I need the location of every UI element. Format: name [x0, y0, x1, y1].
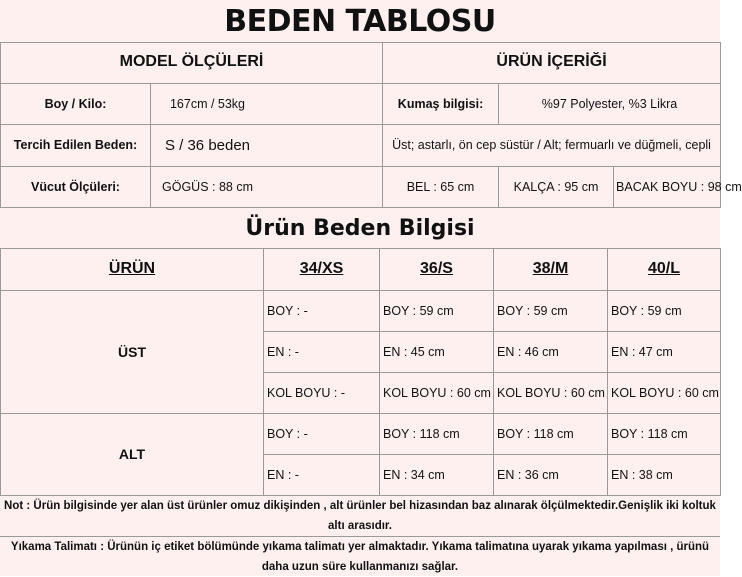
table-row: [1, 413, 721, 454]
size-38-header: 38/M: [494, 248, 608, 290]
table-cell: BOY : -: [264, 290, 380, 331]
size-36-header: 36/S: [380, 248, 494, 290]
preferred-size-label: Tercih Edilen Beden:: [1, 125, 151, 166]
page-title: BEDEN TABLOSU: [0, 0, 720, 43]
chest-measurement: GÖGÜS : 88 cm: [162, 179, 253, 194]
table-cell: EN : 46 cm: [494, 331, 608, 372]
table-row: [1, 290, 721, 331]
table-cell: KOL BOYU : 60 cm: [494, 372, 608, 413]
hip-measurement: KALÇA : 95 cm: [499, 167, 614, 207]
table-cell: KOL BOYU : 60 cm: [380, 372, 494, 413]
body-measurements-label: Vücut Ölçüleri:: [1, 167, 151, 207]
size-header-row: [1, 248, 721, 290]
table-cell: EN : 38 cm: [608, 454, 721, 495]
measurement-note: Not : Ürün bilgisinde yer alan üst ürünler omuz dikişinden , alt ürünler bel hizasından baz alınarak ölçülmektedir.Genişlik iki koltuk altı arasıdır.: [0, 496, 720, 537]
size-info-table: [0, 248, 721, 496]
table-cell: EN : 47 cm: [608, 331, 721, 372]
bottom-garment-label: ALT: [1, 413, 264, 495]
preferred-size-value: S / 36 beden: [164, 136, 251, 154]
size-34-header: 34/XS: [264, 248, 380, 290]
top-garment-label: ÜST: [1, 290, 264, 413]
waist-measurement: BEL : 65 cm: [383, 166, 499, 207]
table-cell: BOY : 59 cm: [380, 290, 494, 331]
table-cell: BOY : 59 cm: [608, 290, 721, 331]
table-cell: KOL BOYU : 60 cm: [608, 372, 721, 413]
table-cell: BOY : 59 cm: [494, 290, 608, 331]
inseam-measurement: BACAK BOYU : 98 cm: [616, 179, 742, 194]
body-measurements-row: [1, 166, 721, 207]
table-cell: EN : 45 cm: [380, 331, 494, 372]
model-header-row: [1, 42, 721, 83]
boy-kilo-value: 167cm / 53kg: [169, 96, 246, 111]
table-cell: BOY : -: [264, 413, 380, 454]
table-cell: BOY : 118 cm: [608, 413, 721, 454]
washing-instructions: Yıkama Talimatı : Ürünün iç etiket bölümünde yıkama talimatı yer almaktadır. Yıkama talimatına uyarak yıkama yapılması , ürünü daha uzun süre kullanmanızı sağlar.: [10, 541, 710, 573]
product-content-header: ÜRÜN İÇERİĞİ: [383, 42, 721, 83]
product-description: Üst; astarlı, ön cep süstür / Alt; fermuarlı ve düğmeli, cepli: [383, 124, 721, 166]
table-cell: EN : 36 cm: [494, 454, 608, 495]
table-cell: BOY : 118 cm: [494, 413, 608, 454]
model-info-table: [0, 42, 742, 208]
preferred-size-row: [1, 124, 721, 166]
table-cell: EN : -: [264, 454, 380, 495]
boy-kilo-label: Boy / Kilo:: [1, 84, 151, 124]
fabric-value: %97 Polyester, %3 Likra: [499, 83, 721, 124]
table-cell: BOY : 118 cm: [380, 413, 494, 454]
model-measurements-header: MODEL ÖLÇÜLERİ: [1, 42, 383, 83]
table-cell: EN : 34 cm: [380, 454, 494, 495]
boy-kilo-row: [1, 83, 721, 124]
table-cell: KOL BOYU : -: [264, 372, 380, 413]
size-40-header: 40/L: [608, 248, 721, 290]
product-column-header: ÜRÜN: [1, 248, 264, 290]
size-info-title: Ürün Beden Bilgisi: [0, 208, 720, 249]
table-cell: EN : -: [264, 331, 380, 372]
fabric-label: Kumaş bilgisi:: [383, 83, 499, 124]
